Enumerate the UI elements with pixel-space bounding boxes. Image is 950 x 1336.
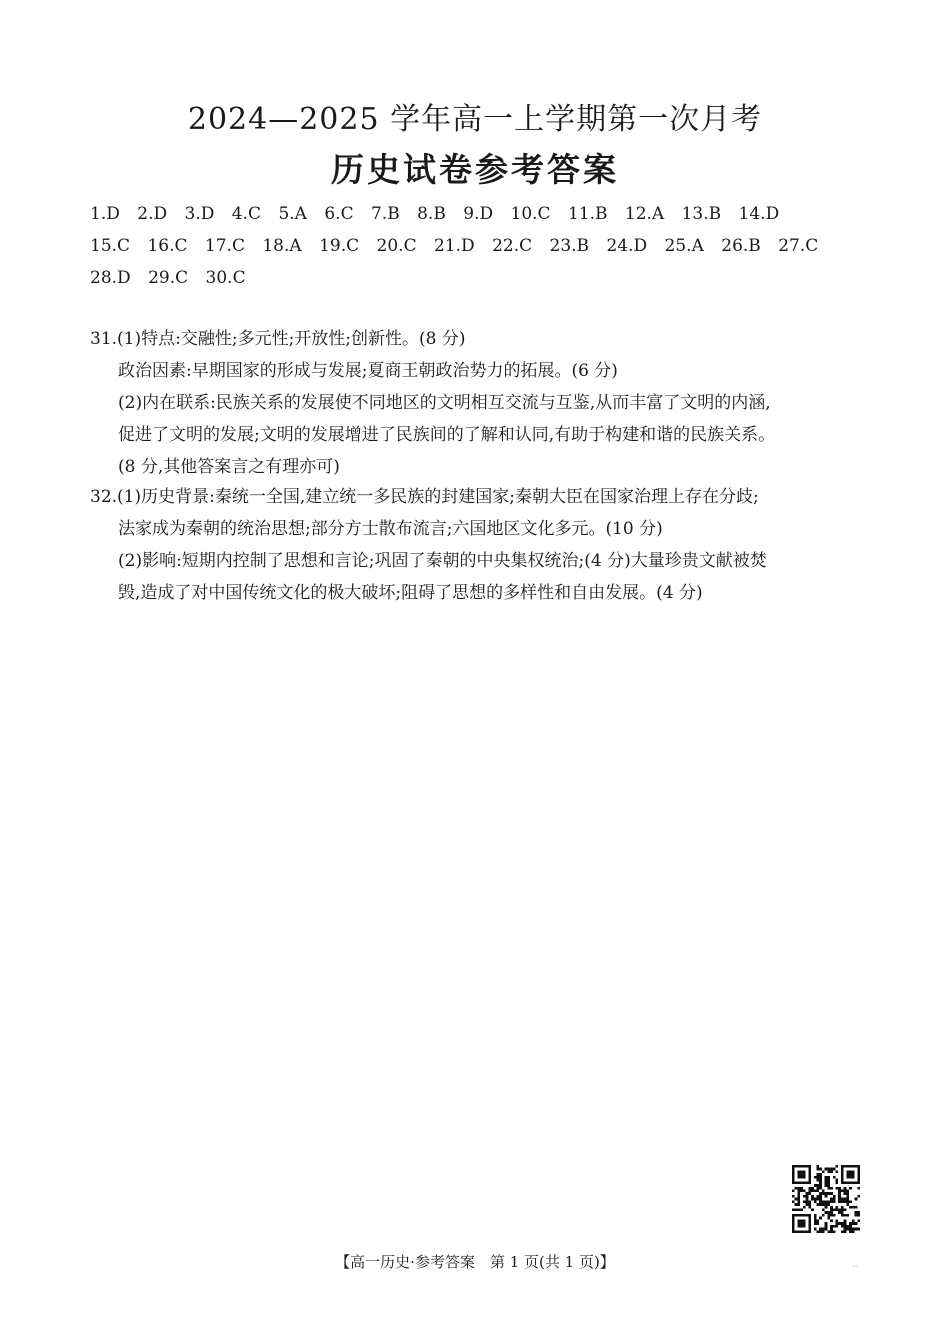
answer-item: 29.C [148, 268, 189, 288]
scan-mark: ·· [852, 1262, 858, 1272]
answer-row [90, 198, 870, 230]
answer-line: (2)影响:短期内控制了思想和言论;巩固了秦朝的中央集权统治;(4 分)大量珍贵文献被焚 [118, 551, 767, 571]
answer-item: 2.D [137, 204, 168, 224]
answer-item: 1.D [90, 204, 120, 224]
answer-item: 24.D [606, 236, 648, 256]
answer-line: 政治因素:早期国家的形成与发展;夏商王朝政治势力的拓展。(6 分) [118, 361, 618, 381]
answer-item: 28.D [90, 268, 131, 288]
answer-item: 13.B [681, 204, 722, 224]
answer-line: 32.(1)历史背景:秦统一全国,建立统一多民族的封建国家;秦朝大臣在国家治理上存在分歧; [90, 487, 759, 507]
answer-item: 6.C [324, 204, 354, 224]
answer-line: 促进了文明的发展;文明的发展增进了民族间的了解和认同,有助于构建和谐的民族关系。 [118, 425, 776, 445]
answer-item: 7.B [370, 204, 400, 224]
answer-item: 3.D [184, 204, 215, 224]
answer-item: 15.C [90, 236, 131, 256]
answer-line: 31.(1)特点:交融性;多元性;开放性;创新性。(8 分) [90, 329, 466, 349]
answer-item: 9.D [463, 204, 494, 224]
answer-item: 17.C [204, 236, 245, 256]
answer-item: 23.B [549, 236, 590, 256]
answer-item: 27.C [778, 236, 819, 256]
answer-item: 16.C [147, 236, 188, 256]
answer-row [90, 262, 870, 294]
answer-item: 22.C [492, 236, 533, 256]
question-32-answer [90, 481, 880, 609]
answer-item: 19.C [319, 236, 360, 256]
answer-item: 12.A [624, 204, 665, 224]
answer-line: 法家成为秦朝的统治思想;部分方士散布流言;六国地区文化多元。(10 分) [118, 519, 663, 539]
answer-item: 4.C [231, 204, 262, 224]
answer-item: 26.B [721, 236, 761, 256]
answer-item: 8.B [417, 204, 446, 224]
page-footer: 【高一历史·参考答案 第 1 页(共 1 页)】 [335, 1253, 615, 1271]
answer-item: 21.D [433, 236, 475, 256]
answer-item: 25.A [664, 236, 704, 256]
answer-item: 11.B [567, 204, 608, 224]
answer-item: 20.C [376, 236, 417, 256]
answer-line: 毁,造成了对中国传统文化的极大破坏;阻碍了思想的多样性和自由发展。(4 分) [118, 583, 703, 603]
document-subtitle: 历史试卷参考答案 [331, 150, 619, 189]
answer-line: (2)内在联系:民族关系的发展使不同地区的文明相互交流与互鉴,从而丰富了文明的内涵, [118, 393, 771, 413]
question-31-answer [90, 323, 880, 483]
answer-item: 30.C [205, 268, 246, 288]
answer-item: 10.C [510, 204, 551, 224]
answer-item: 5.A [278, 204, 307, 224]
multiple-choice-answers [90, 198, 870, 294]
answer-line: (8 分,其他答案言之有理亦可) [118, 457, 340, 477]
qr-code-icon [792, 1165, 860, 1233]
answer-row [90, 230, 870, 262]
answer-item: 18.A [262, 236, 302, 256]
answer-item: 14.D [738, 204, 780, 224]
exam-title: 2024—2025 学年高一上学期第一次月考 [187, 102, 763, 137]
